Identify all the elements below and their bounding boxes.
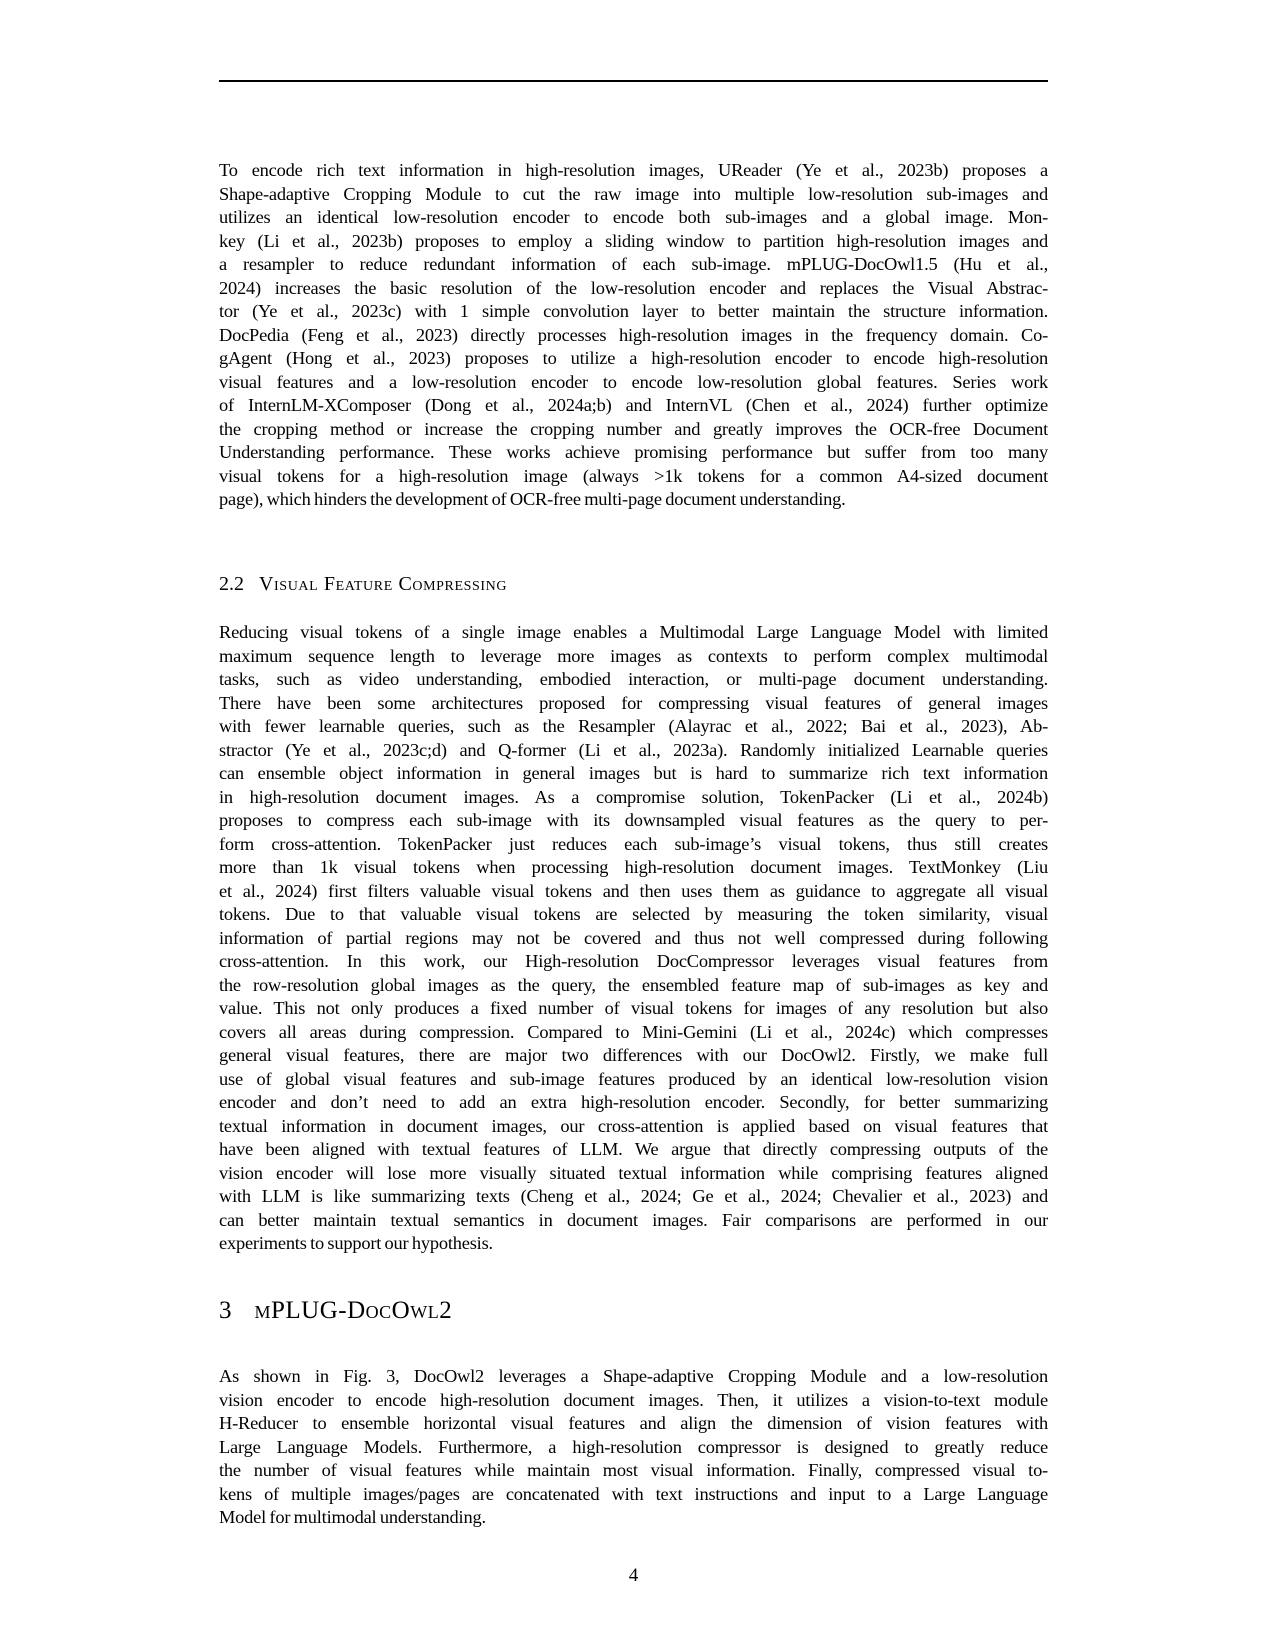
text-line: the row-resolution global images as the query, the ensembled feature map of sub-images as key and bbox=[219, 974, 1048, 995]
text-line: covers all areas during compression. Compared to Mini-Gemini (Li et al., 2024c) which compresses bbox=[219, 1021, 1048, 1042]
text-line: general visual features, there are major two differences with our DocOwl2. Firstly, we make full bbox=[219, 1045, 1048, 1065]
section-heading-mplug-docowl2 bbox=[219, 1295, 1048, 1326]
text-line: Large Language Models. Furthermore, a high-resolution compressor is designed to greatly reduce bbox=[219, 1436, 1048, 1457]
text-line: in high-resolution document images. As a compromise solution, TokenPacker (Li et al., 2024b) bbox=[219, 786, 1048, 807]
text-line: maximum sequence length to leverage more images as contexts to perform complex multimodal bbox=[219, 645, 1048, 666]
text-line: page), which hinders the development of OCR-free multi-page document understanding. bbox=[219, 489, 846, 509]
text-line: use of global visual features and sub-image features produced by an identical low-resolution vision bbox=[219, 1068, 1048, 1089]
text-line: Shape-adaptive Cropping Module to cut the raw image into multiple low-resolution sub-images and bbox=[219, 183, 1048, 204]
text-line: gAgent (Hong et al., 2023) proposes to utilize a high-resolution encoder to encode high-resolution bbox=[219, 348, 1048, 368]
text-line: form cross-attention. TokenPacker just reduces each sub-image’s visual tokens, thus still creates bbox=[219, 833, 1048, 854]
text-line: with fewer learnable queries, such as the Resampler (Alayrac et al., 2022; Bai et al., 2023), Ab- bbox=[219, 716, 1048, 736]
text-line: 2024) increases the basic resolution of the low-resolution encoder and replaces the Visual Abstrac- bbox=[219, 277, 1048, 298]
text-line: tor (Ye et al., 2023c) with 1 simple convolution layer to better maintain the structure information. bbox=[219, 301, 1048, 321]
text-line: can ensemble object information in general images but is hard to summarize rich text information bbox=[219, 763, 1048, 783]
text-line: Reducing visual tokens of a single image enables a Multimodal Large Language Model with limited bbox=[219, 622, 1048, 642]
text-line: cross-attention. In this work, our High-resolution DocCompressor leverages visual features from bbox=[219, 951, 1048, 971]
text-line: visual features and a low-resolution encoder to encode low-resolution global features. Series work bbox=[219, 371, 1048, 392]
text-line: encoder and don’t need to add an extra high-resolution encoder. Secondly, for better summarizing bbox=[219, 1092, 1048, 1112]
text-line: with LLM is like summarizing texts (Cheng et al., 2024; Ge et al., 2024; Chevalier et al., 2023) and bbox=[219, 1186, 1048, 1206]
text-line: Model for multimodal understanding. bbox=[219, 1507, 486, 1527]
paragraph-docowl2-overview bbox=[219, 1365, 1048, 1530]
text-line: the cropping method or increase the cropping number and greatly improves the OCR-free Document bbox=[219, 418, 1048, 439]
text-line: can better maintain textual semantics in document images. Fair comparisons are performed in our bbox=[219, 1209, 1048, 1230]
text-line: textual information in document images, our cross-attention is applied based on visual features that bbox=[219, 1115, 1048, 1136]
text-line: visual tokens for a high-resolution image (always >1k tokens for a common A4-sized document bbox=[219, 465, 1048, 486]
paragraph-visual-feature-compressing bbox=[219, 621, 1048, 1256]
subsection-heading-visual-feature-compressing bbox=[219, 572, 1048, 597]
text-line: utilizes an identical low-resolution encoder to encode both sub-images and a global image. Mon- bbox=[219, 207, 1048, 227]
subsection-number: 2.2 bbox=[219, 573, 244, 595]
text-line: a resampler to reduce redundant information of each sub-image. mPLUG-DocOwl1.5 (Hu et al., bbox=[219, 254, 1048, 274]
text-line: experiments to support our hypothesis. bbox=[219, 1233, 493, 1253]
page-number: 4 bbox=[628, 1565, 639, 1586]
text-line: have been aligned with textual features of LLM. We argue that directly compressing outputs of the bbox=[219, 1139, 1048, 1159]
text-line: kens of multiple images/pages are concatenated with text instructions and input to a Large Language bbox=[219, 1483, 1048, 1504]
text-line: Understanding performance. These works achieve promising performance but suffer from too many bbox=[219, 442, 1048, 462]
text-line: key (Li et al., 2023b) proposes to employ a sliding window to partition high-resolution images and bbox=[219, 230, 1048, 251]
text-line: the number of visual features while maintain most visual information. Finally, compressed visual to- bbox=[219, 1460, 1048, 1480]
text-line: proposes to compress each sub-image with its downsampled visual features as the query to per- bbox=[219, 810, 1048, 830]
paragraph-high-resolution-related-work bbox=[219, 159, 1048, 512]
text-line: To encode rich text information in high-resolution images, UReader (Ye et al., 2023b) proposes a bbox=[219, 160, 1048, 180]
text-line: value. This not only produces a fixed number of visual tokens for images of any resolution but also bbox=[219, 998, 1048, 1018]
section-title: mPLUG-DocOwl2 bbox=[254, 1297, 453, 1324]
section-number: 3 bbox=[219, 1297, 232, 1324]
text-line: As shown in Fig. 3, DocOwl2 leverages a Shape-adaptive Cropping Module and a low-resolution bbox=[219, 1366, 1048, 1386]
text-line: information of partial regions may not be covered and thus not well compressed during following bbox=[219, 927, 1048, 948]
text-line: stractor (Ye et al., 2023c;d) and Q-former (Li et al., 2023a). Randomly initialized Learnable queries bbox=[219, 739, 1048, 760]
text-line: H-Reducer to ensemble horizontal visual features and align the dimension of vision features with bbox=[219, 1413, 1048, 1433]
text-line: vision encoder to encode high-resolution document images. Then, it utilizes a vision-to-text module bbox=[219, 1389, 1048, 1410]
text-line: tasks, such as video understanding, embodied interaction, or multi-page document understanding. bbox=[219, 669, 1048, 689]
header-rule bbox=[219, 80, 1048, 82]
subsection-title: Visual Feature Compressing bbox=[259, 573, 508, 595]
text-line: more than 1k visual tokens when processing high-resolution document images. TextMonkey (Liu bbox=[219, 857, 1048, 877]
text-line: tokens. Due to that valuable visual tokens are selected by measuring the token similarity, visual bbox=[219, 904, 1048, 924]
text-line: vision encoder will lose more visually situated textual information while comprising features aligned bbox=[219, 1162, 1048, 1183]
text-line: DocPedia (Feng et al., 2023) directly processes high-resolution images in the frequency domain. Co- bbox=[219, 324, 1048, 345]
text-line: et al., 2024) first filters valuable visual tokens and then uses them as guidance to aggregate all visual bbox=[219, 880, 1048, 901]
text-line: There have been some architectures proposed for compressing visual features of general images bbox=[219, 692, 1048, 713]
text-line: of InternLM-XComposer (Dong et al., 2024a;b) and InternVL (Chen et al., 2024) further optimize bbox=[219, 395, 1048, 415]
